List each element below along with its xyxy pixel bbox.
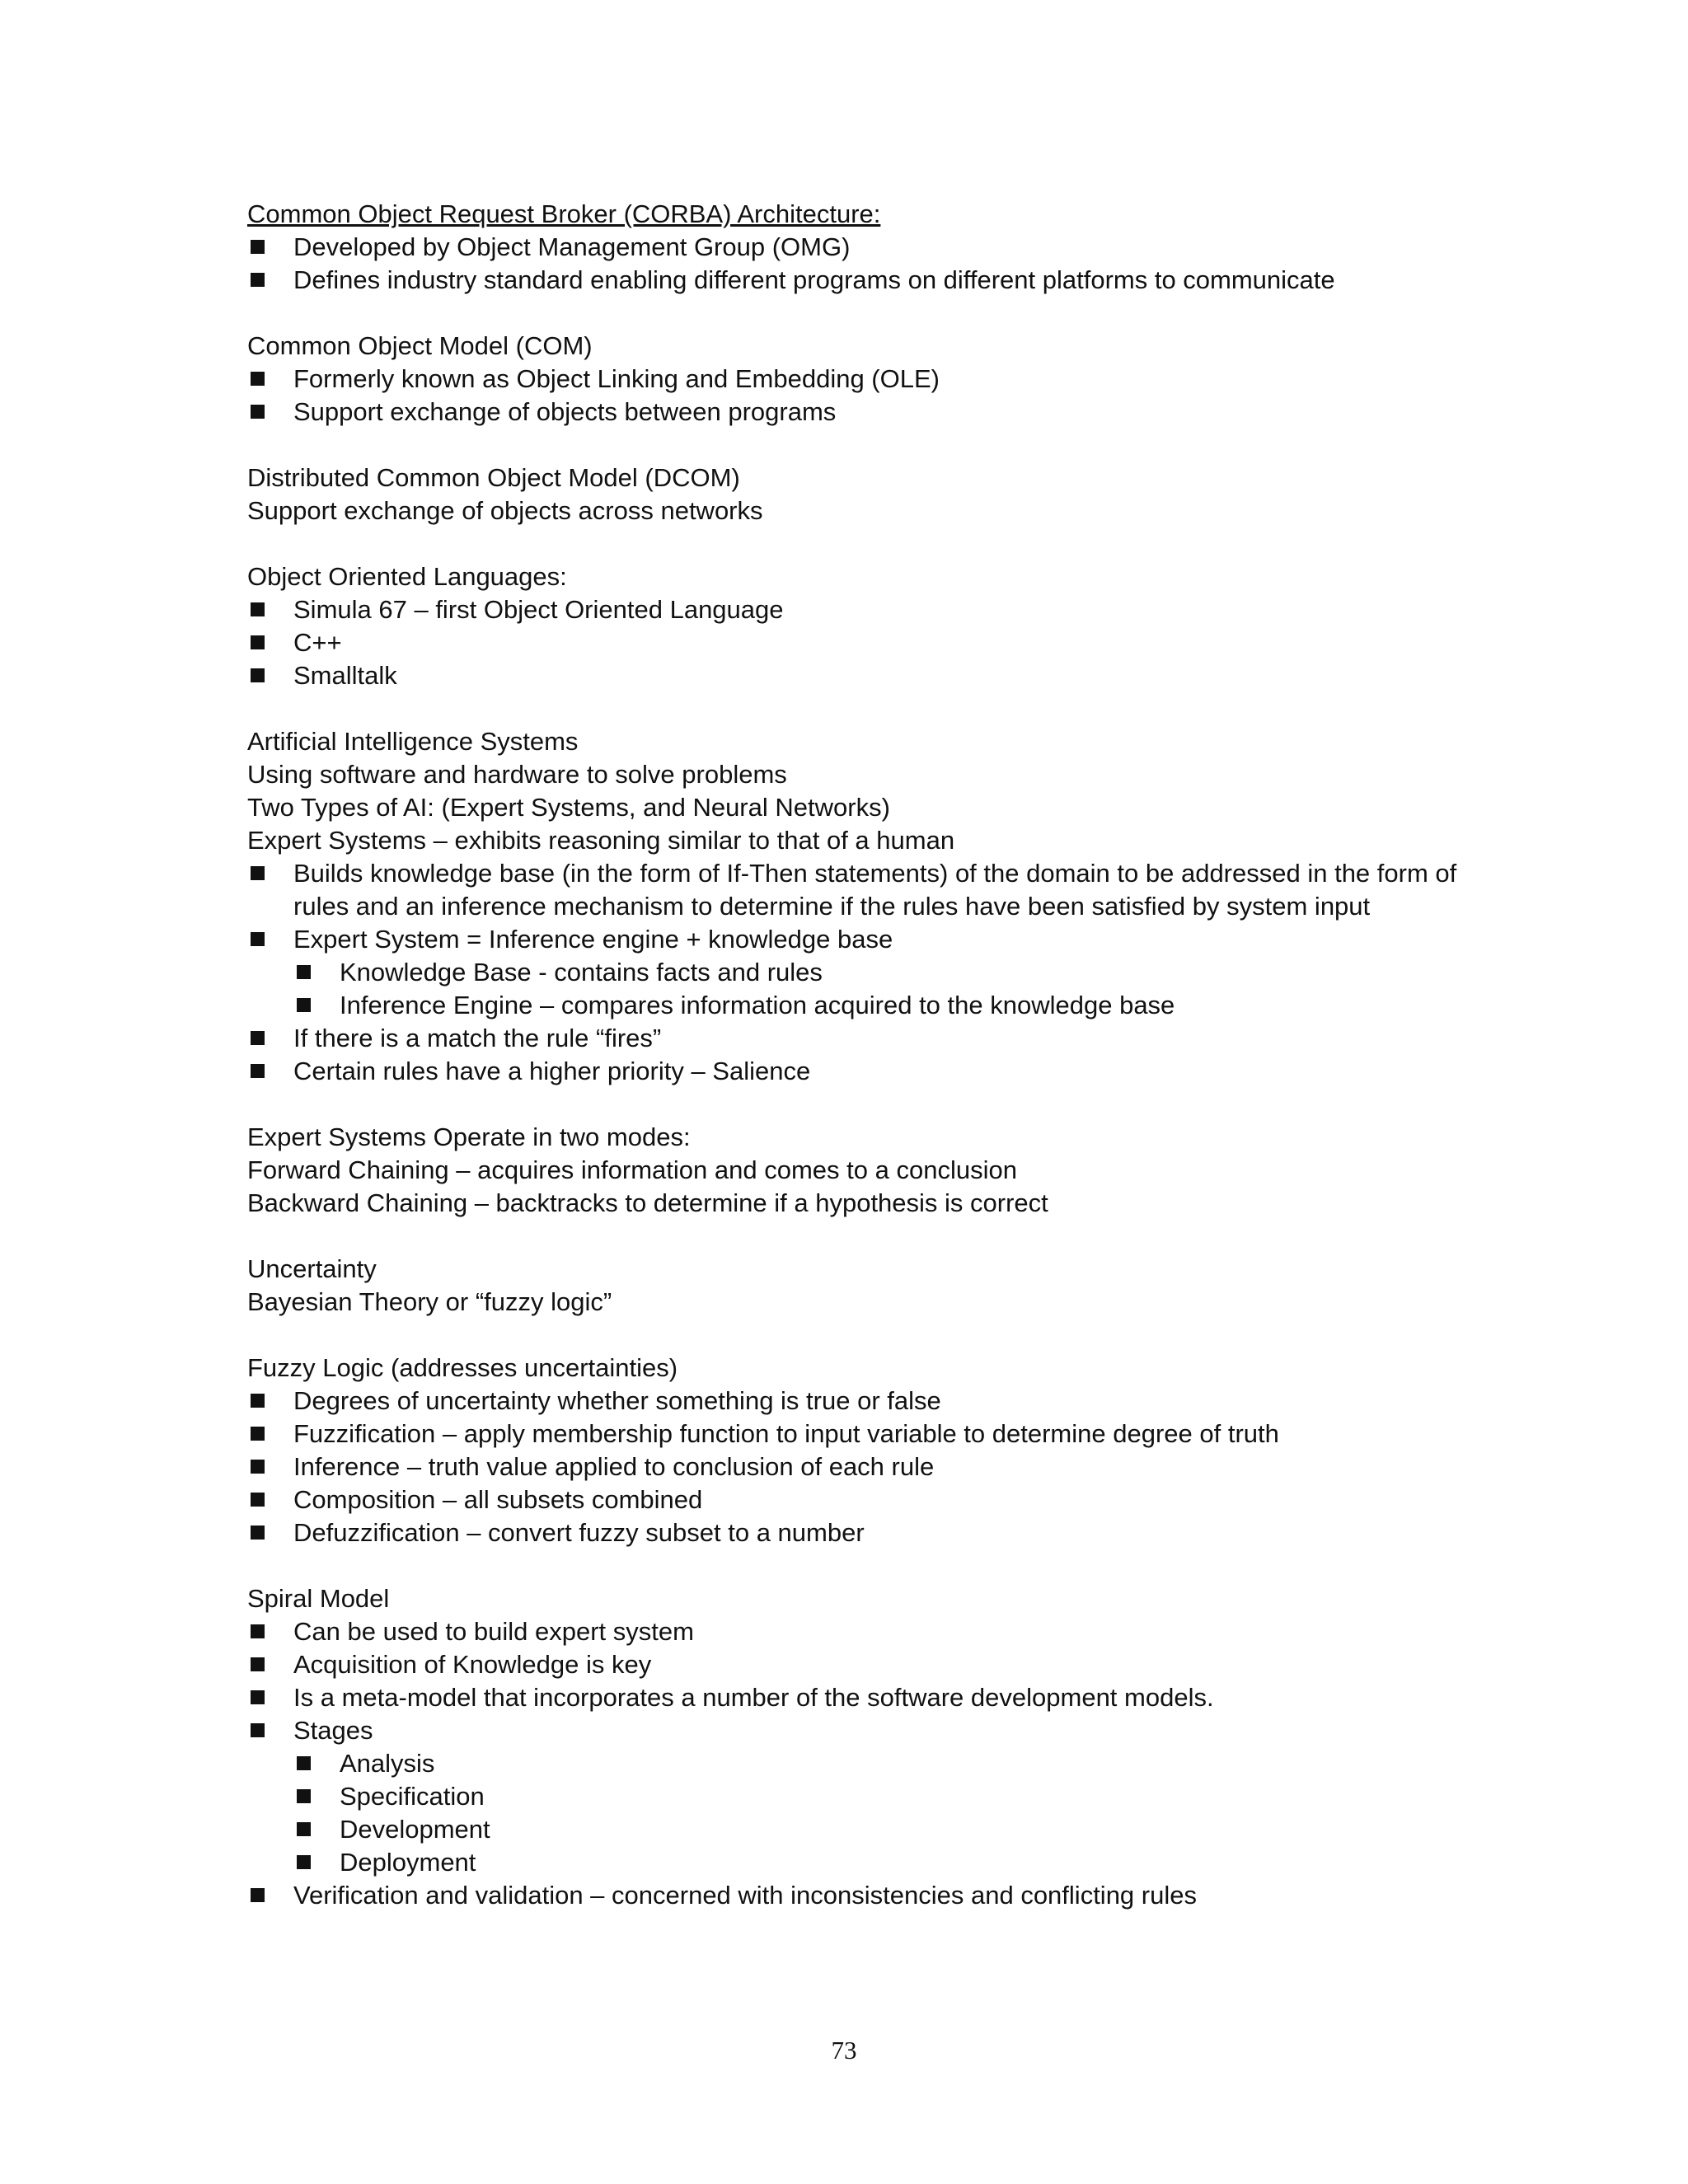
ai-bullet-list [247, 857, 1467, 956]
document-body [247, 198, 1467, 1912]
list-item: Support exchange of objects between programs [247, 396, 1467, 429]
list-item: Simula 67 – first Object Oriented Language [247, 593, 1467, 626]
square-bullet-icon [297, 998, 311, 1012]
square-bullet-icon [251, 1064, 265, 1078]
dcom-line: Support exchange of objects across networks [247, 496, 763, 525]
list-item: Expert System = Inference engine + knowledge base [247, 923, 1467, 956]
spiral-bullet-list-2 [247, 1879, 1467, 1912]
ai-heading: Artificial Intelligence Systems [247, 727, 579, 756]
list-item: Developed by Object Management Group (OMG) [247, 231, 1467, 264]
list-item: Inference Engine – compares information acquired to the knowledge base [293, 989, 1467, 1022]
list-item: Verification and validation – concerned with inconsistencies and conflicting rules [247, 1879, 1467, 1912]
square-bullet-icon [297, 965, 311, 979]
list-item: Builds knowledge base (in the form of If-Then statements) of the domain to be addressed in the form of rules and an inference mechanism to determine if the rules have been satisfied by system input [247, 857, 1480, 923]
square-bullet-icon [251, 1657, 265, 1671]
square-bullet-icon [251, 1690, 265, 1704]
square-bullet-icon [251, 372, 265, 386]
page-number: 73 [831, 2036, 857, 2064]
spiral-stages-list [293, 1747, 1467, 1879]
oo-languages-heading: Object Oriented Languages: [247, 562, 567, 591]
square-bullet-icon [251, 1427, 265, 1441]
square-bullet-icon [251, 1460, 265, 1474]
square-bullet-icon [251, 240, 265, 254]
square-bullet-icon [251, 1394, 265, 1408]
list-item: Composition – all subsets combined [247, 1483, 1467, 1516]
list-item: Analysis [293, 1747, 1467, 1780]
com-bullet-list [247, 363, 1467, 429]
ai-line: Using software and hardware to solve problems [247, 760, 787, 789]
square-bullet-icon [251, 668, 265, 682]
square-bullet-icon [251, 1493, 265, 1507]
list-item: Defines industry standard enabling different programs on different platforms to communicate [247, 264, 1467, 297]
square-bullet-icon [251, 602, 265, 616]
square-bullet-icon [297, 1789, 311, 1803]
modes-line: Backward Chaining – backtracks to determine if a hypothesis is correct [247, 1188, 1048, 1217]
uncertainty-line: Bayesian Theory or “fuzzy logic” [247, 1287, 612, 1316]
square-bullet-icon [251, 273, 265, 287]
fuzzy-bullet-list [247, 1385, 1467, 1549]
ai-line: Two Types of AI: (Expert Systems, and Neural Networks) [247, 793, 890, 822]
list-item: Acquisition of Knowledge is key [247, 1648, 1467, 1681]
oo-languages-list [247, 593, 1467, 692]
modes-heading: Expert Systems Operate in two modes: [247, 1122, 691, 1151]
corba-heading: Common Object Request Broker (CORBA) Architecture: [247, 199, 881, 228]
list-item: If there is a match the rule “fires” [247, 1022, 1467, 1055]
square-bullet-icon [297, 1855, 311, 1869]
square-bullet-icon [251, 932, 265, 946]
list-item: Specification [293, 1780, 1467, 1813]
square-bullet-icon [251, 1723, 265, 1737]
list-item: Stages [247, 1714, 1467, 1747]
fuzzy-heading: Fuzzy Logic (addresses uncertainties) [247, 1353, 678, 1382]
list-item: C++ [247, 626, 1467, 659]
com-heading: Common Object Model (COM) [247, 331, 593, 360]
list-item: Smalltalk [247, 659, 1467, 692]
list-item: Knowledge Base - contains facts and rules [293, 956, 1467, 989]
spiral-heading: Spiral Model [247, 1584, 390, 1613]
square-bullet-icon [251, 1888, 265, 1902]
list-item: Inference – truth value applied to conclusion of each rule [247, 1451, 1467, 1483]
square-bullet-icon [251, 866, 265, 880]
spiral-bullet-list [247, 1615, 1467, 1747]
list-item: Degrees of uncertainty whether something is true or false [247, 1385, 1467, 1418]
list-item: Formerly known as Object Linking and Embedding (OLE) [247, 363, 1467, 396]
ai-line: Expert Systems – exhibits reasoning similar to that of a human [247, 826, 955, 855]
square-bullet-icon [251, 635, 265, 649]
square-bullet-icon [297, 1756, 311, 1770]
square-bullet-icon [251, 1526, 265, 1540]
square-bullet-icon [251, 405, 265, 419]
square-bullet-icon [251, 1031, 265, 1045]
list-item: Development [293, 1813, 1467, 1846]
ai-sub-bullet-list [293, 956, 1467, 1022]
corba-bullet-list [247, 231, 1467, 297]
square-bullet-icon [297, 1822, 311, 1836]
list-item: Certain rules have a higher priority – Salience [247, 1055, 1467, 1088]
list-item: Is a meta-model that incorporates a number of the software development models. [247, 1681, 1467, 1714]
list-item: Fuzzification – apply membership function to input variable to determine degree of truth [247, 1418, 1467, 1451]
modes-line: Forward Chaining – acquires information and comes to a conclusion [247, 1155, 1017, 1184]
uncertainty-heading: Uncertainty [247, 1254, 377, 1283]
dcom-heading: Distributed Common Object Model (DCOM) [247, 463, 740, 492]
list-item: Can be used to build expert system [247, 1615, 1467, 1648]
list-item: Deployment [293, 1846, 1467, 1879]
list-item: Defuzzification – convert fuzzy subset to a number [247, 1516, 1467, 1549]
ai-bullet-list-2 [247, 1022, 1467, 1088]
square-bullet-icon [251, 1624, 265, 1638]
